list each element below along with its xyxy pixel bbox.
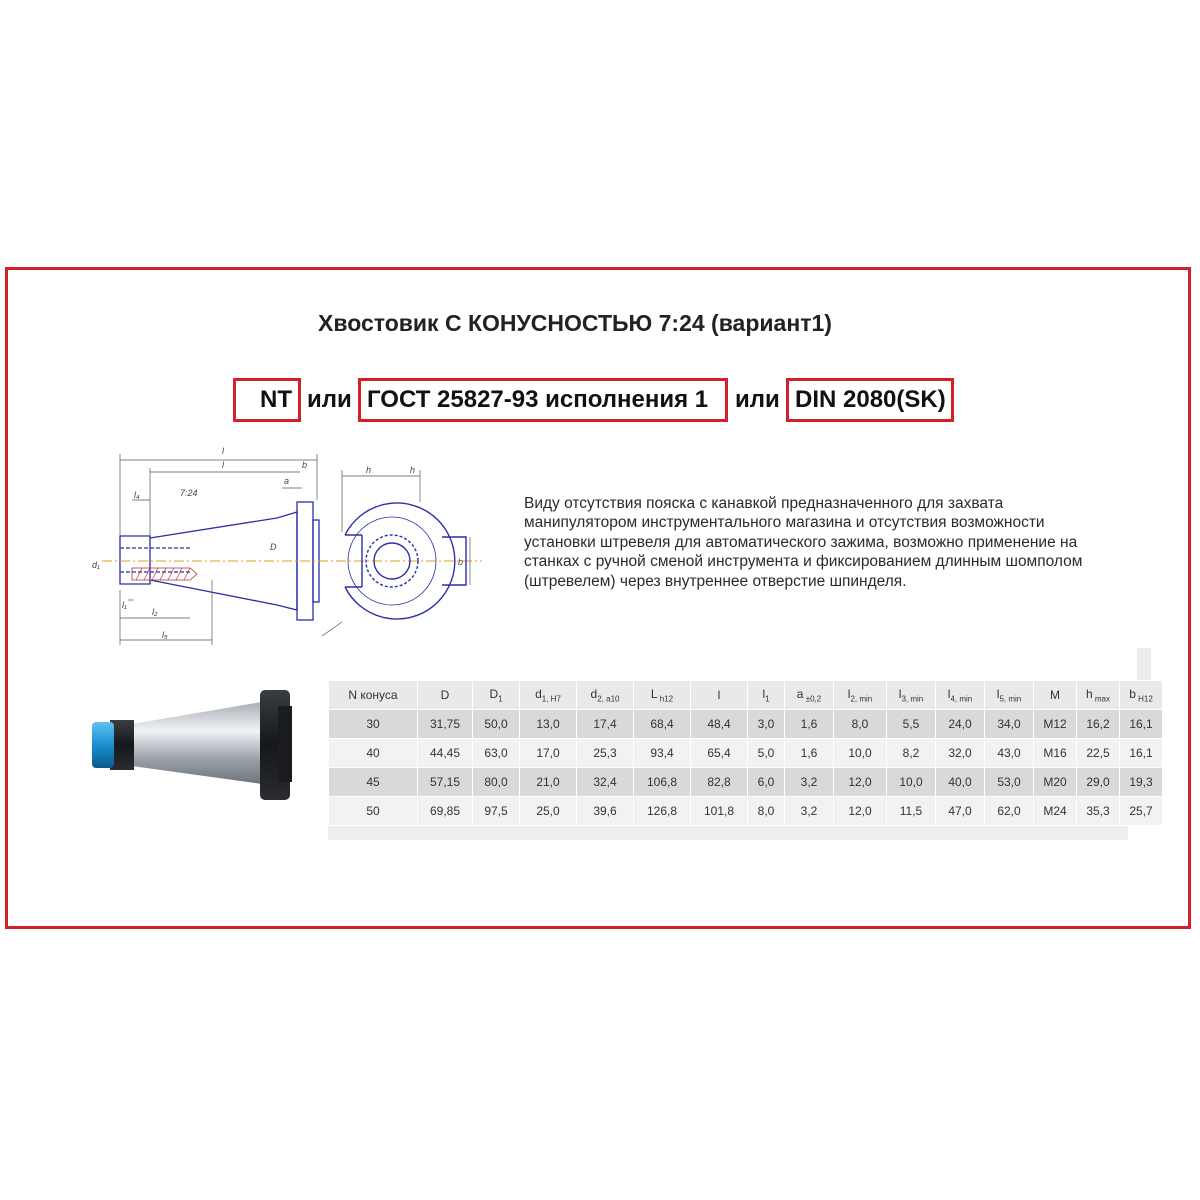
cell: 126,8: [634, 797, 691, 826]
cell: 12,0: [834, 797, 887, 826]
cell: 39,6: [577, 797, 634, 826]
cell: 16,1: [1120, 739, 1163, 768]
cell: 57,15: [418, 768, 473, 797]
cell: 101,8: [691, 797, 748, 826]
cell: 19,3: [1120, 768, 1163, 797]
col-header: N конуса: [329, 681, 418, 710]
cell: 97,5: [473, 797, 520, 826]
cell: 3,2: [785, 768, 834, 797]
cell: 31,75: [418, 710, 473, 739]
description-line-5: (штревелем) через внутреннее отверстие шпинделя.: [524, 572, 907, 590]
table-row: [329, 768, 1163, 797]
cell: 40,0: [936, 768, 985, 797]
col-header: l: [691, 681, 748, 710]
cell: 8,0: [834, 710, 887, 739]
col-header: $d_{2, a10}$: [577, 681, 634, 710]
dim-l5: l₅: [162, 630, 168, 640]
standard-gost: ГОСТ 25827-93 исполнения 1: [367, 386, 709, 413]
dim-taper: 7:24: [180, 488, 198, 498]
cell: 68,4: [634, 710, 691, 739]
cell: 40: [329, 739, 418, 768]
cell: 6,0: [748, 768, 785, 797]
cell: 43,0: [985, 739, 1034, 768]
cell: 62,0: [985, 797, 1034, 826]
cell: 63,0: [473, 739, 520, 768]
cell: 5,5: [887, 710, 936, 739]
cell: 25,0: [520, 797, 577, 826]
cell: M24: [1034, 797, 1077, 826]
cell: 1,6: [785, 710, 834, 739]
col-header: a $_{\pm 0,2}$: [785, 681, 834, 710]
cell: 10,0: [887, 768, 936, 797]
cell: 16,2: [1077, 710, 1120, 739]
standard-gost-box: [358, 378, 728, 422]
dim-d1: d₁: [92, 560, 100, 570]
cell: 48,4: [691, 710, 748, 739]
dim-l: l: [222, 460, 224, 470]
blue-collet: [92, 722, 114, 768]
dim-l1: l₁: [122, 600, 127, 610]
cell: 44,45: [418, 739, 473, 768]
separator-1: или: [307, 386, 352, 413]
technical-drawing: [72, 440, 492, 665]
cell: 93,4: [634, 739, 691, 768]
table-shadow: [328, 826, 1128, 840]
cell: 5,0: [748, 739, 785, 768]
table-row: [329, 797, 1163, 826]
cell: 32,4: [577, 768, 634, 797]
col-header: $l_1$: [748, 681, 785, 710]
col-header: $l_{3, min}$: [887, 681, 936, 710]
cell: 69,85: [418, 797, 473, 826]
col-header: D: [418, 681, 473, 710]
separator-2: или: [735, 386, 780, 413]
cell: M16: [1034, 739, 1077, 768]
cell: 22,5: [1077, 739, 1120, 768]
cell: 82,8: [691, 768, 748, 797]
col-header: $D_1$: [473, 681, 520, 710]
taper-cone: [132, 702, 262, 784]
standard-din: DIN 2080(SK): [795, 386, 946, 413]
col-header: b $_{H12}$: [1120, 681, 1163, 710]
table-row: [329, 739, 1163, 768]
description-line-2: манипулятором инструментального магазина и отсутствия возможности: [524, 514, 1045, 532]
dim-l4: l₄: [134, 490, 140, 500]
cell: 25,3: [577, 739, 634, 768]
cell: M12: [1034, 710, 1077, 739]
description-line-4: станках с ручной сменой инструмента и фиксированием длинным шомполом: [524, 553, 1083, 571]
cell: 45: [329, 768, 418, 797]
cell: 17,4: [577, 710, 634, 739]
cell: 11,5: [887, 797, 936, 826]
cell: 34,0: [985, 710, 1034, 739]
dim-D: D: [270, 542, 277, 552]
cell: 29,0: [1077, 768, 1120, 797]
cell: 106,8: [634, 768, 691, 797]
dim-h-2: h: [410, 465, 416, 475]
cell: 10,0: [834, 739, 887, 768]
holder-photo: [82, 684, 302, 804]
cell: 50: [329, 797, 418, 826]
cell: 50,0: [473, 710, 520, 739]
dim-b2: b: [302, 460, 308, 470]
cell: 24,0: [936, 710, 985, 739]
col-header: h $_{max}$: [1077, 681, 1120, 710]
dim-b: b: [458, 557, 464, 567]
cell: 17,0: [520, 739, 577, 768]
table-row: [329, 710, 1163, 739]
col-header: $l_{4, min}$: [936, 681, 985, 710]
cell: 65,4: [691, 739, 748, 768]
standards-row: [0, 378, 1200, 426]
standard-nt-box: [233, 378, 301, 422]
cell: 32,0: [936, 739, 985, 768]
table-header-row: [329, 681, 1163, 710]
dim-l2: l₂: [152, 607, 158, 617]
cell: M20: [1034, 768, 1077, 797]
cell: 12,0: [834, 768, 887, 797]
cell: 3,0: [748, 710, 785, 739]
cell: 47,0: [936, 797, 985, 826]
description-line-1: Виду отсутствия пояска с канавкой предназначенного для захвата: [524, 495, 1004, 512]
col-header: $l_{2, min}$: [834, 681, 887, 710]
standard-din-box: [786, 378, 954, 422]
cell: 35,3: [1077, 797, 1120, 826]
dim-h: h: [366, 465, 372, 475]
col-header: L $_{h12}$: [634, 681, 691, 710]
cell: 8,0: [748, 797, 785, 826]
col-header: $d_{1, H7}$: [520, 681, 577, 710]
cell: 25,7: [1120, 797, 1163, 826]
cell: 80,0: [473, 768, 520, 797]
dim-l-top: l: [222, 446, 224, 456]
cell: 30: [329, 710, 418, 739]
cell: 53,0: [985, 768, 1034, 797]
cell: 8,2: [887, 739, 936, 768]
description: [524, 494, 1109, 591]
cell: 3,2: [785, 797, 834, 826]
standard-nt: NT: [260, 386, 292, 413]
cell: 1,6: [785, 739, 834, 768]
dimensions-table: [328, 680, 1163, 826]
dim-a: a: [284, 476, 290, 486]
col-header: M: [1034, 681, 1077, 710]
cell: 16,1: [1120, 710, 1163, 739]
cell: 21,0: [520, 768, 577, 797]
page-title: Хвостовик С КОНУСНОСТЬЮ 7:24 (вариант1): [318, 310, 832, 336]
col-header: $l_{5, min}$: [985, 681, 1034, 710]
description-line-3: установки штревеля для автоматического зажима, возможно применение на: [524, 533, 1078, 551]
cell: 13,0: [520, 710, 577, 739]
